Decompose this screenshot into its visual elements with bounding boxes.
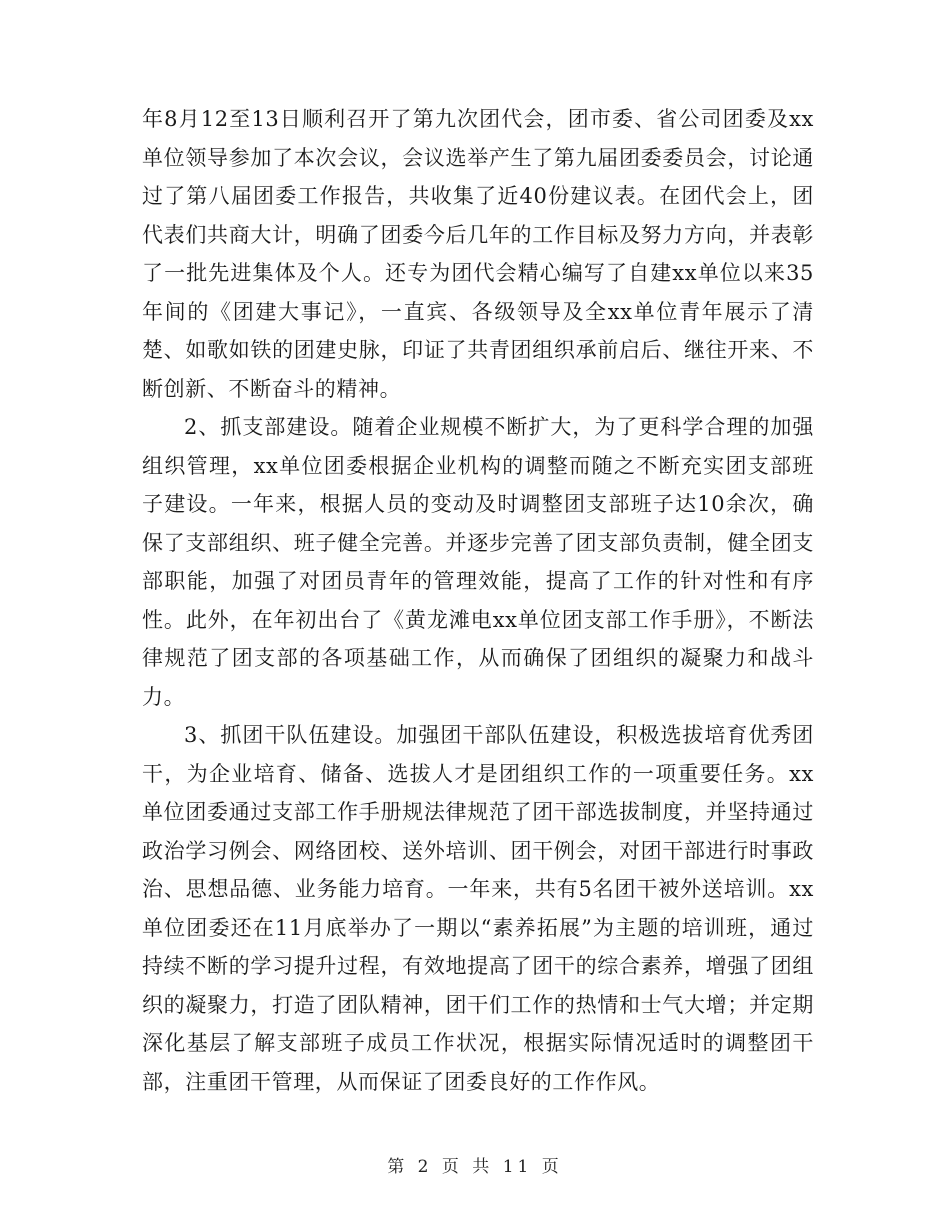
page-number-footer: 第 2 页 共 11 页: [387, 1157, 563, 1177]
paragraph-1: 年8月12至13日顺利召开了第九次团代会，团市委、省公司团委及xx单位领导参加了本次会议，会议选举产生了第九届团委委员会，讨论通过了第八届团委工作报告，共收集了近40份建议表。在团代会上，团代表们共商大计，明确了团委今后几年的工作目标及努力方向，并表彰了一批先进集体及个人。还专为团代会精心编写了自建xx单位以来35年间的《团建大事记》，一直宾、各级领导及全xx单位青年展示了清楚、如歌如铁的团建史脉，印证了共青团组织承前启后、继往开来、不断创新、不断奋斗的精神。: [142, 107, 814, 401]
paragraph-3: 3、抓团干队伍建设。加强团干部队伍建设，积极选拔培育优秀团干，为企业培育、储备、选拔人才是团组织工作的一项重要任务。xx单位团委通过支部工作手册规法律规范了团干部选拔制度，并坚持通过政治学习例会、网络团校、送外培训、团干例会，对团干部进行时事政治、思想品德、业务能力培育。一年来，共有5名团干被外送培训。xx单位团委还在11月底举办了一期以“素养拓展”为主题的培训班，通过持续不断的学习提升过程，有效地提高了团干的综合素养，增强了团组织的凝聚力，打造了团队精神，团干们工作的热情和士气大增；并定期深化基层了解支部班子成员工作状况，根据实际情况适时的调整团干部，注重团干管理，从而保证了团委良好的工作作风。: [142, 723, 814, 1094]
paragraph-2: 2、抓支部建设。随着企业规模不断扩大，为了更科学合理的加强组织管理，xx单位团委根据企业机构的调整而随之不断充实团支部班子建设。一年来，根据人员的变动及时调整团支部班子达10余次，确保了支部组织、班子健全完善。并逐步完善了团支部负责制，健全团支部职能，加强了对团员青年的管理效能，提高了工作的针对性和有序性。此外，在年初出台了《黄龙滩电xx单位团支部工作手册》，不断法律规范了团支部的各项基础工作，从而确保了团组织的凝聚力和战斗力。: [142, 415, 814, 709]
document-body: [142, 100, 814, 1101]
